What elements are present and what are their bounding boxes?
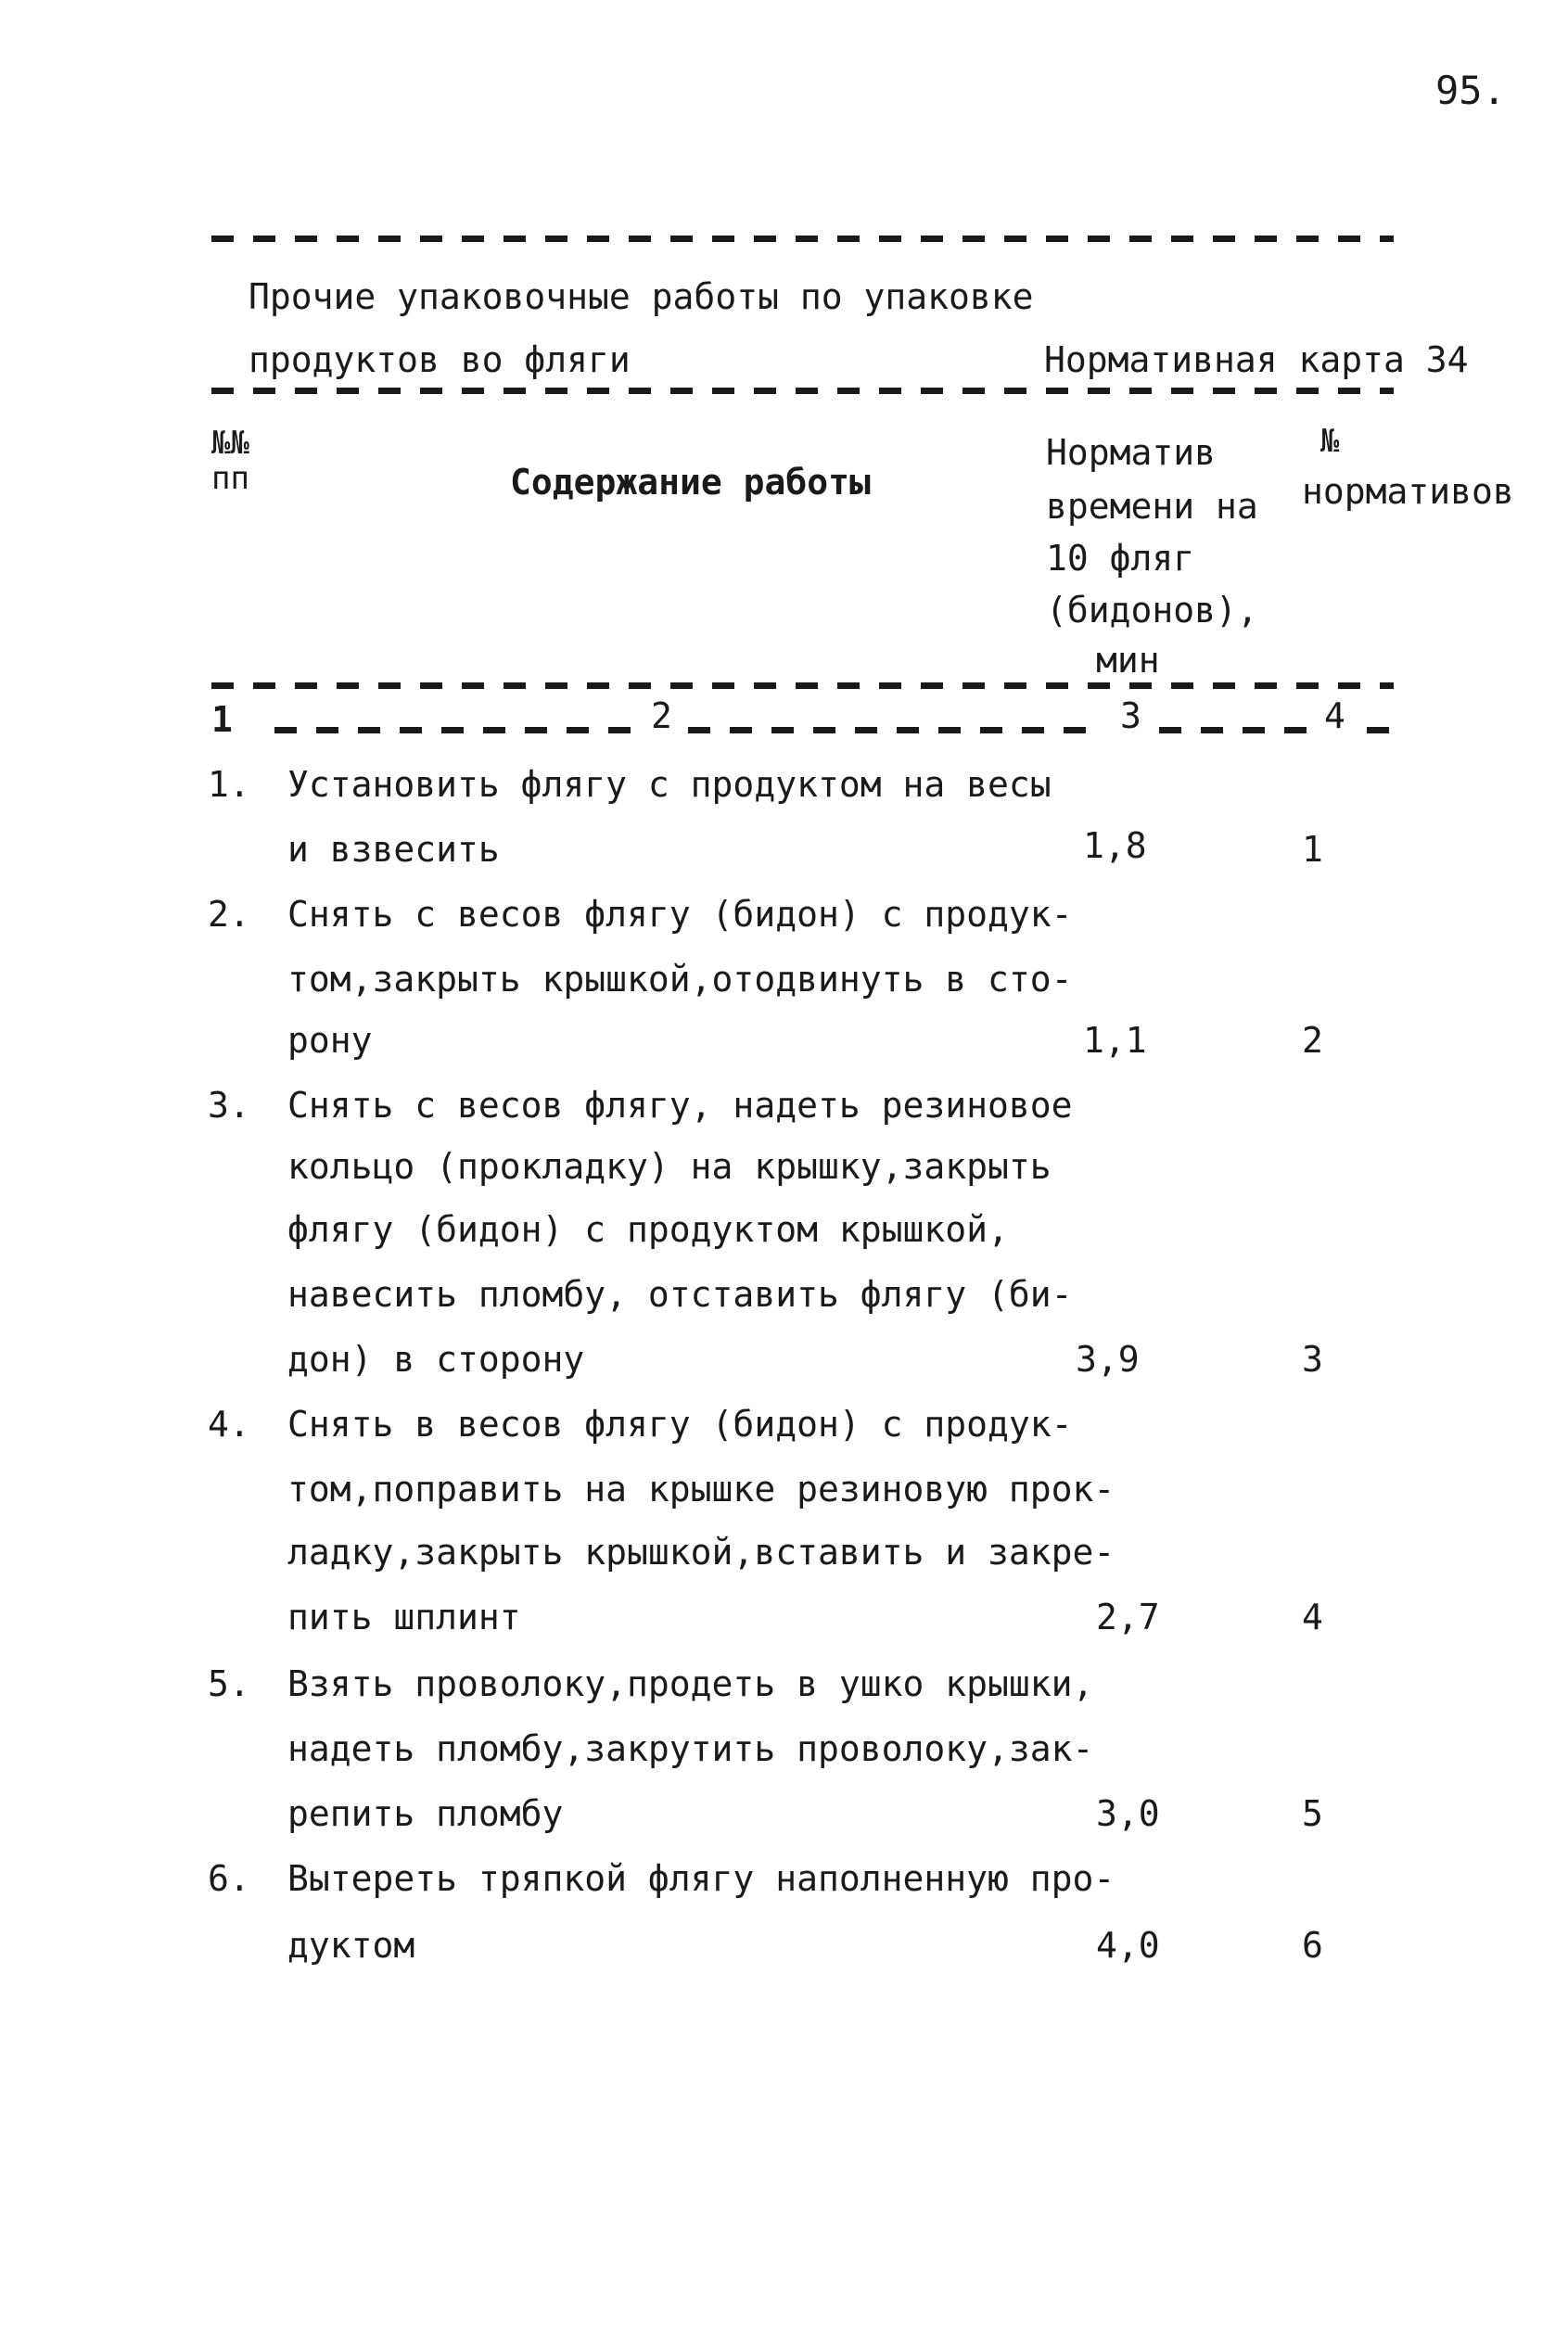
- row-4-number: 4.: [208, 1404, 250, 1445]
- row-6-number: 6.: [208, 1858, 250, 1899]
- col-num-line-1: №№: [211, 425, 249, 462]
- row-1-line-1: Установить флягу с продуктом на весы: [287, 764, 1052, 805]
- col-norm-line-1: Норматив: [1046, 432, 1217, 473]
- row-5-line-1: Взять проволоку,продеть в ушко крышки,: [287, 1663, 1094, 1704]
- row-3-line-4: навесить пломбу, отставить флягу (би-: [287, 1274, 1073, 1315]
- row-4-norm-number: 4: [1302, 1597, 1323, 1637]
- row-2-norm: 1,1: [1083, 1020, 1147, 1061]
- row-3-norm-number: 3: [1302, 1339, 1323, 1380]
- page-number: 95.: [1435, 68, 1506, 113]
- col-norm-line-5: мин: [1096, 640, 1160, 681]
- row-5-number: 5.: [208, 1663, 250, 1704]
- row-4-line-2: том,поправить на крышке резиновую прок-: [287, 1469, 1115, 1509]
- title-line-2: продуктов во фляги: [249, 339, 631, 380]
- col-num-line-2: пп: [211, 460, 249, 497]
- row-5-line-2: надеть пломбу,закрутить проволоку,зак-: [287, 1728, 1094, 1769]
- index-row-dashes-3: [1159, 727, 1307, 733]
- row-1-line-2: и взвесить: [287, 829, 500, 870]
- row-2-line-1: Снять с весов флягу (бидон) с продук-: [287, 894, 1073, 935]
- row-5-norm-number: 5: [1302, 1793, 1323, 1834]
- col-nnum-line-2: нормативов: [1302, 471, 1514, 512]
- col-norm-line-2: времени на: [1046, 486, 1258, 527]
- row-6-norm-number: 6: [1302, 1925, 1323, 1966]
- index-col-2: 2: [651, 695, 672, 736]
- row-3-number: 3.: [208, 1085, 250, 1126]
- row-2-number: 2.: [208, 894, 250, 935]
- row-3-norm: 3,9: [1076, 1339, 1140, 1380]
- index-col-4: 4: [1324, 695, 1345, 736]
- row-6-line-2: дуктом: [287, 1925, 415, 1966]
- row-5-line-3: репить пломбу: [287, 1793, 564, 1834]
- row-3-line-2: кольцо (прокладку) на крышку,закрыть: [287, 1146, 1052, 1187]
- index-col-1: 1: [211, 699, 233, 740]
- index-row-dashes-2: [688, 727, 1087, 733]
- row-2-norm-number: 2: [1302, 1020, 1323, 1061]
- row-1-norm: 1,8: [1083, 825, 1147, 866]
- index-row-dashes-1: [274, 727, 645, 733]
- col-content-header: Содержание работы: [510, 462, 871, 503]
- col-norm-line-3: 10 фляг: [1046, 538, 1195, 579]
- row-5-norm: 3,0: [1096, 1793, 1160, 1834]
- row-2-line-3: рону: [287, 1020, 373, 1061]
- row-1-number: 1.: [208, 764, 250, 805]
- row-4-line-3: ладку,закрыть крышкой,вставить и закре-: [287, 1532, 1115, 1573]
- row-1-norm-number: 1: [1302, 829, 1323, 870]
- row-6-norm: 4,0: [1096, 1925, 1160, 1966]
- top-rule: [211, 236, 1394, 242]
- row-4-line-1: Снять в весов флягу (бидон) с продук-: [287, 1404, 1073, 1445]
- index-col-3: 3: [1120, 695, 1141, 736]
- title-line-1: Прочие упаковочные работы по упаковке: [249, 276, 1034, 317]
- row-6-line-1: Вытереть тряпкой флягу наполненную про-: [287, 1858, 1115, 1899]
- col-norm-line-4: (бидонов),: [1046, 590, 1258, 631]
- header-rule: [211, 388, 1394, 394]
- row-3-line-3: флягу (бидон) с продуктом крышкой,: [287, 1209, 1009, 1250]
- row-4-norm: 2,7: [1096, 1597, 1160, 1637]
- row-3-line-1: Снять с весов флягу, надеть резиновое: [287, 1085, 1073, 1126]
- row-3-line-5: дон) в сторону: [287, 1339, 585, 1380]
- col-nnum-line-1: №: [1320, 423, 1340, 460]
- row-4-line-4: пить шплинт: [287, 1597, 521, 1637]
- card-number: Нормативная карта 34: [1044, 339, 1469, 380]
- columns-rule: [211, 682, 1394, 689]
- index-row-dashes-4: [1367, 727, 1393, 733]
- row-2-line-2: том,закрыть крышкой,отодвинуть в сто-: [287, 959, 1073, 1000]
